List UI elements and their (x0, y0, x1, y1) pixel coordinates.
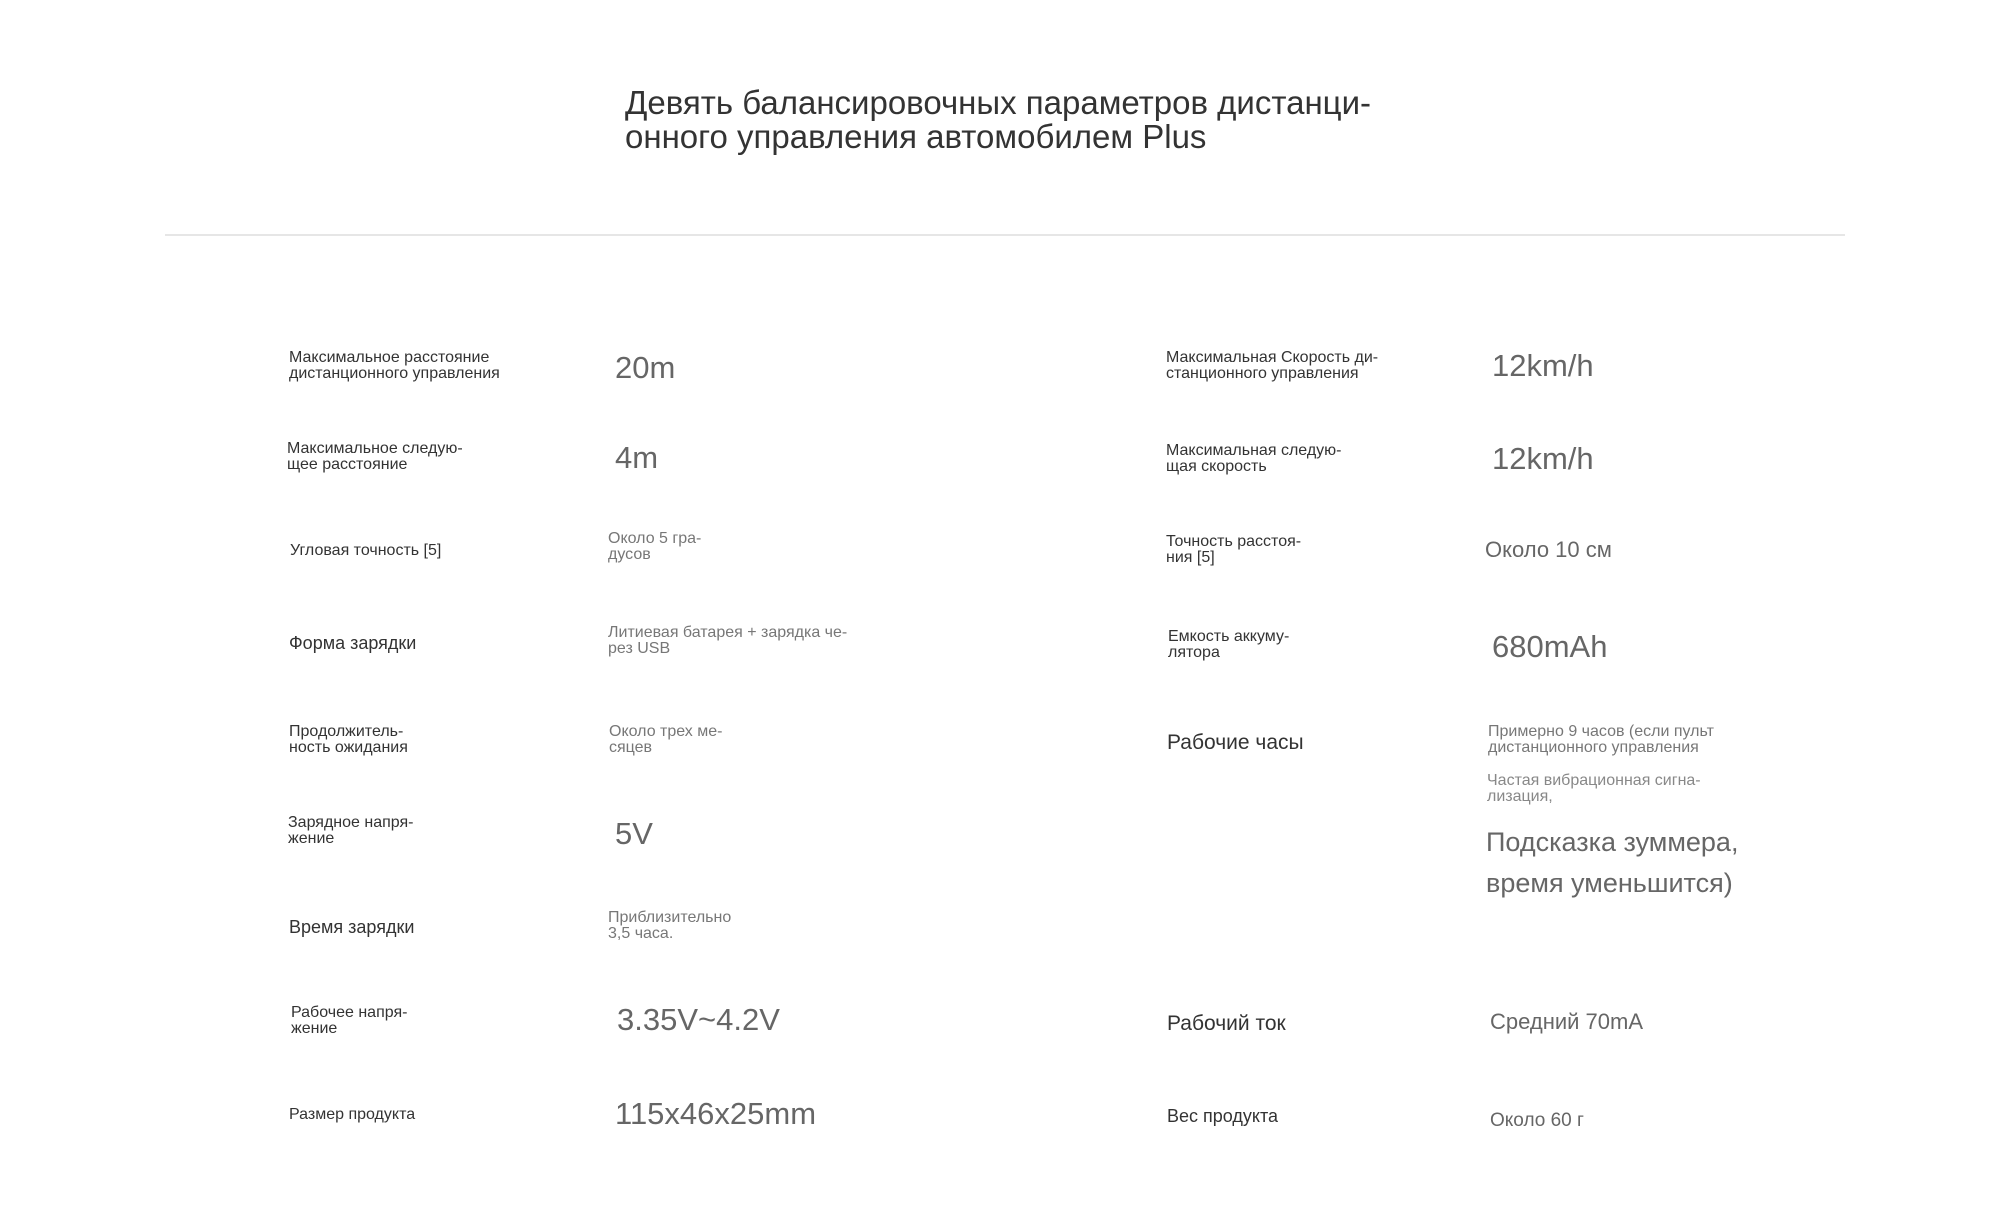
value-line: сяцев (609, 739, 653, 756)
hint-line: Подсказка зуммера, (1486, 827, 1739, 857)
label-distance-accuracy (1166, 534, 1301, 566)
value-angle-accuracy (608, 531, 701, 563)
value-line: Примерно 9 часов (если пульт (1488, 723, 1714, 740)
label-working-voltage (291, 1005, 407, 1037)
label-working-hours: Рабочие часы (1167, 731, 1304, 754)
label-angle-accuracy: Угловая точность [5] (290, 542, 442, 559)
value-line: рез USB (608, 640, 671, 657)
page-title-line-2: онного управления автомобилем Plus (625, 118, 1207, 155)
label-max-remote-distance (289, 350, 500, 382)
label-battery-capacity (1168, 629, 1289, 661)
label-line: щее расстояние (287, 456, 408, 473)
label-line: Продолжитель- (289, 723, 404, 740)
label-charging-time: Время зарядки (289, 917, 415, 937)
label-product-weight: Вес продукта (1167, 1106, 1279, 1126)
value-line: Литиевая батарея + зарядка че- (608, 624, 848, 641)
label-max-follow-speed (1166, 443, 1341, 475)
value-line: дусов (608, 546, 651, 563)
value-working-voltage: 3.35V~4.2V (617, 1002, 780, 1037)
label-charging-form: Форма зарядки (289, 633, 417, 653)
value-max-remote-distance: 20m (615, 350, 676, 385)
value-charging-form (608, 625, 847, 657)
value-working-hours (1488, 724, 1714, 756)
label-line: Максимальное следую- (287, 440, 463, 457)
label-line: Зарядное напря- (288, 814, 414, 831)
label-line: жение (291, 1020, 338, 1037)
page-title (625, 86, 1425, 154)
value-line: дистанционного управления (1488, 739, 1699, 756)
label-line: Максимальная следую- (1166, 442, 1342, 459)
note-line: Частая вибрационная сигна- (1487, 772, 1701, 789)
label-product-size: Размер продукта (289, 1106, 416, 1123)
working-hours-buzzer-hint (1486, 822, 1738, 904)
value-line: Приблизительно (608, 909, 732, 926)
label-line: жение (288, 830, 335, 847)
note-line: лизация, (1487, 788, 1553, 805)
page-title-line-1: Девять балансировочных параметров дистанци- (625, 84, 1371, 121)
value-product-weight: Около 60 г (1490, 1110, 1584, 1131)
label-line: дистанционного управления (289, 365, 500, 382)
value-standby-duration (609, 724, 722, 756)
value-line: Около 5 гра- (608, 530, 702, 547)
value-max-remote-speed: 12km/h (1492, 348, 1594, 383)
value-distance-accuracy: Около 10 см (1485, 537, 1612, 562)
value-working-current: Средний 70mA (1490, 1009, 1644, 1034)
value-line: Около трех ме- (609, 723, 723, 740)
value-battery-capacity: 680mAh (1492, 629, 1608, 664)
label-line: станционного управления (1166, 365, 1359, 382)
label-working-current: Рабочий ток (1167, 1012, 1286, 1035)
label-line: ния [5] (1166, 549, 1215, 566)
label-line: лятора (1168, 644, 1220, 661)
label-charging-voltage (288, 815, 413, 847)
value-max-follow-distance: 4m (615, 440, 659, 475)
title-divider (165, 234, 1845, 236)
value-charging-time (608, 910, 731, 942)
value-charging-voltage: 5V (615, 816, 653, 851)
label-line: щая скорость (1166, 458, 1267, 475)
label-max-remote-speed (1166, 350, 1378, 382)
label-line: Емкость аккуму- (1168, 628, 1290, 645)
value-line: 3,5 часа. (608, 925, 674, 942)
label-standby-duration (289, 724, 408, 756)
label-line: Максимальная Скорость ди- (1166, 349, 1379, 366)
label-line: ность ожидания (289, 739, 408, 756)
value-product-size: 115x46x25mm (615, 1096, 817, 1131)
value-max-follow-speed: 12km/h (1492, 441, 1594, 476)
hint-line: время уменьшится) (1486, 868, 1733, 898)
label-max-follow-distance (287, 441, 463, 473)
label-line: Точность расстоя- (1166, 533, 1302, 550)
label-line: Максимальное расстояние (289, 349, 490, 366)
working-hours-note (1487, 773, 1701, 805)
label-line: Рабочее напря- (291, 1004, 408, 1021)
